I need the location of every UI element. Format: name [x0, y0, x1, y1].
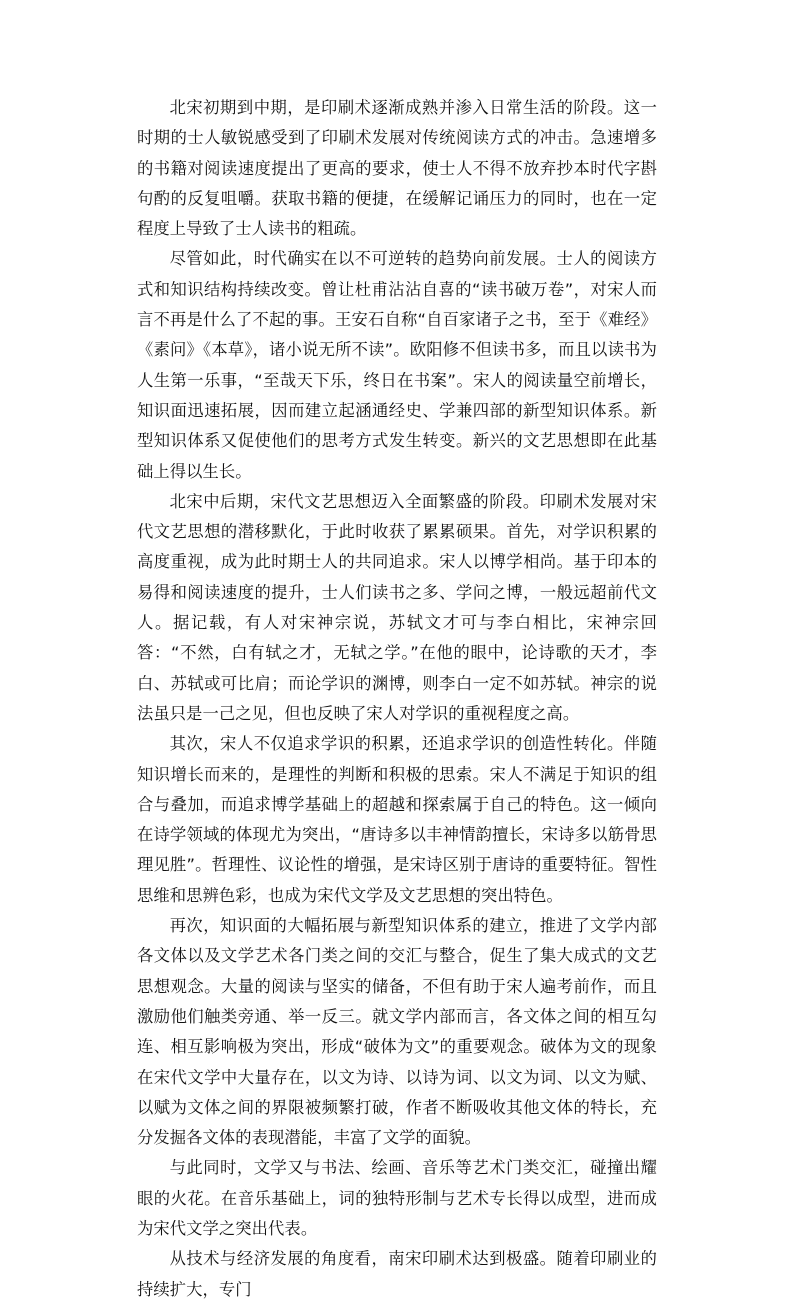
paragraph-4: 其次，宋人不仅追求学识的积累，还追求学识的创造性转化。伴随知识增长而来的，是理性的判断和积极的思索。宋人不满足于知识的组合与叠加，而追求博学基础上的超越和探索属于自己的特色。这一倾向在诗学领域的体现尤为突出，“唐诗多以丰神情韵擅长，宋诗多以筋骨思理见胜”。哲理性、议论性的增强，是宋诗区别于唐诗的重要特征。智性思维和思辨色彩，也成为宋代文学及文艺思想的突出特色。 [137, 734, 657, 905]
paragraph-3: 北宋中后期，宋代文艺思想迈入全面繁盛的阶段。印刷术发展对宋代文艺思想的潜移默化，于此时收获了累累硕果。首先，对学识积累的高度重视，成为此时期士人的共同追求。宋人以博学相尚。基于印本的易得和阅读速度的提升，士人们读书之多、学问之博，一般远超前代文人。据记载，有人对宋神宗说，苏轼文才可与李白相比，宋神宗回答：“不然，白有轼之才，无轼之学。”在他的眼中，论诗歌的天才，李白、苏轼或可比肩；而论学识的渊博，则李白一定不如苏轼。神宗的说法虽只是一己之见，但也反映了宋人对学识的重视程度之高。 [137, 491, 657, 723]
paragraph-6: 与此同时，文学又与书法、绘画、音乐等艺术门类交汇，碰撞出耀眼的火花。在音乐基础上，词的独特形制与艺术专长得以成型，进而成为宋代文学之突出代表。 [137, 1158, 657, 1238]
paragraph-7: 从技术与经济发展的角度看，南宋印刷术达到极盛。随着印刷业的持续扩大，专门 [137, 1249, 657, 1299]
paragraph-2: 尽管如此，时代确实在以不可逆转的趋势向前发展。士人的阅读方式和知识结构持续改变。曾让杜甫沾沾自喜的“读书破万卷”，对宋人而言不再是什么了不起的事。王安石自称“自百家诸子之书，至于《难经》《素问》《本草》，诸小说无所不读”。欧阳修不但读书多，而且以读书为人生第一乐事，“至哉天下乐，终日在书案”。宋人的阅读量空前增长，知识面迅速拓展，因而建立起涵通经史、学兼四部的新型知识体系。新型知识体系又促使他们的思考方式发生转变。新兴的文艺思想即在此基础上得以生长。 [137, 249, 657, 481]
paragraph-5: 再次，知识面的大幅拓展与新型知识体系的建立，推进了文学内部各文体以及文学艺术各门类之间的交汇与整合，促生了集大成式的文艺思想观念。大量的阅读与坚实的储备，不但有助于宋人遍考前作，而且激励他们触类旁通、举一反三。就文学内部而言，各文体之间的相互勾连、相互影响极为突出，形成“破体为文”的重要观念。破体为文的现象在宋代文学中大量存在，以文为诗、以诗为词、以文为词、以文为赋、以赋为文体之间的界限被频繁打破，作者不断吸收其他文体的特长，充分发掘各文体的表现潜能，丰富了文学的面貌。 [137, 916, 657, 1148]
document-page [137, 93, 657, 1305]
paragraph-1: 北宋初期到中期，是印刷术逐渐成熟并渗入日常生活的阶段。这一时期的士人敏锐感受到了印刷术发展对传统阅读方式的冲击。急速增多的书籍对阅读速度提出了更高的要求，使士人不得不放弃抄本时代字斟句酌的反复咀嚼。获取书籍的便捷，在缓解记诵压力的同时，也在一定程度上导致了士人读书的粗疏。 [137, 98, 657, 239]
